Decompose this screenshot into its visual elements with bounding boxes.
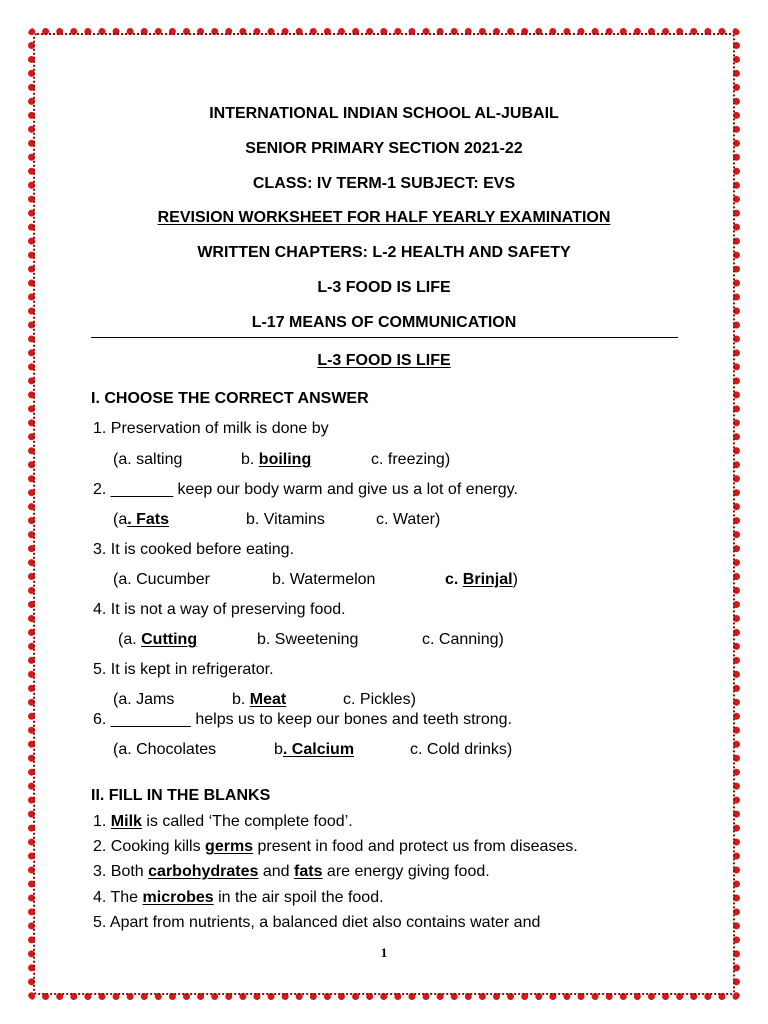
q2-option-a: (a. Fats — [113, 511, 170, 528]
school-name: INTERNATIONAL INDIAN SCHOOL AL-JUBAIL — [209, 105, 559, 122]
section2-heading: II. FILL IN THE BLANKS — [91, 787, 271, 804]
fill-blank-2: 2. Cooking kills germs present in food and protect us from diseases. — [93, 838, 578, 855]
q6-option-c: c. Cold drinks) — [410, 741, 513, 758]
fill-answer-1: Milk — [110, 813, 142, 830]
fill-answer-3b: fats — [294, 863, 323, 880]
q5-option-b: b. Meat — [232, 691, 287, 708]
chapter-communication: L-17 MEANS OF COMMUNICATION — [251, 314, 517, 331]
q6-answer: . Calcium — [282, 741, 355, 758]
q4-option-c: c. Canning) — [422, 631, 504, 648]
q1-answer: boiling — [258, 451, 312, 468]
question-5: 5. It is kept in refrigerator. — [93, 661, 274, 678]
fill-blank-1: 1. Milk is called ‘The complete food’. — [93, 813, 353, 830]
q2-answer: . Fats — [127, 511, 170, 528]
fill-answer-4: microbes — [142, 889, 214, 906]
worksheet-title: REVISION WORKSHEET FOR HALF YEARLY EXAMINATION — [157, 209, 611, 226]
chapters-line: WRITTEN CHAPTERS: L-2 HEALTH AND SAFETY — [197, 244, 571, 261]
fill-blank-3: 3. Both carbohydrates and fats are energy giving food. — [93, 863, 490, 880]
q4-option-a: (a. Cutting — [118, 631, 198, 648]
q1-option-c: c. freezing) — [371, 451, 451, 468]
q2-option-c: c. Water) — [376, 511, 441, 528]
fill-answer-3a: carbohydrates — [148, 863, 259, 880]
q5-answer: Meat — [249, 691, 287, 708]
fill-answer-2: germs — [205, 838, 254, 855]
lesson-heading: L-3 FOOD IS LIFE — [317, 352, 451, 369]
q1-option-a: (a. salting — [113, 451, 183, 468]
question-3: 3. It is cooked before eating. — [93, 541, 295, 558]
q5-option-a: (a. Jams — [113, 691, 175, 708]
question-4: 4. It is not a way of preserving food. — [93, 601, 346, 618]
q2-option-b: b. Vitamins — [246, 511, 325, 528]
q5-option-c: c. Pickles) — [343, 691, 416, 708]
question-1: 1. Preservation of milk is done by — [93, 420, 329, 437]
question-6: 6. _________ helps us to keep our bones and teeth strong. — [93, 711, 512, 728]
q3-option-c: c. Brinjal) — [445, 571, 518, 588]
header-divider — [91, 337, 678, 338]
section1-heading: I. CHOOSE THE CORRECT ANSWER — [91, 390, 369, 407]
q1-option-b: b. boiling — [241, 451, 312, 468]
fill-blank-4: 4. The microbes in the air spoil the food. — [93, 889, 384, 906]
q6-option-b: b. Calcium — [274, 741, 355, 758]
q4-answer: Cutting — [141, 631, 198, 648]
fill-blank-5: 5. Apart from nutrients, a balanced diet also contains water and — [93, 914, 541, 931]
q3-answer: Brinjal — [462, 571, 513, 588]
q4-option-b: b. Sweetening — [257, 631, 359, 648]
page-number: 1 — [380, 945, 388, 960]
chapter-food: L-3 FOOD IS LIFE — [317, 279, 451, 296]
section-title: SENIOR PRIMARY SECTION 2021-22 — [245, 140, 523, 157]
q3-option-b: b. Watermelon — [272, 571, 376, 588]
question-2: 2. _______ keep our body warm and give us a lot of energy. — [93, 481, 518, 498]
q3-option-a: (a. Cucumber — [113, 571, 210, 588]
q6-option-a: (a. Chocolates — [113, 741, 217, 758]
class-subject: CLASS: IV TERM-1 SUBJECT: EVS — [252, 175, 516, 192]
